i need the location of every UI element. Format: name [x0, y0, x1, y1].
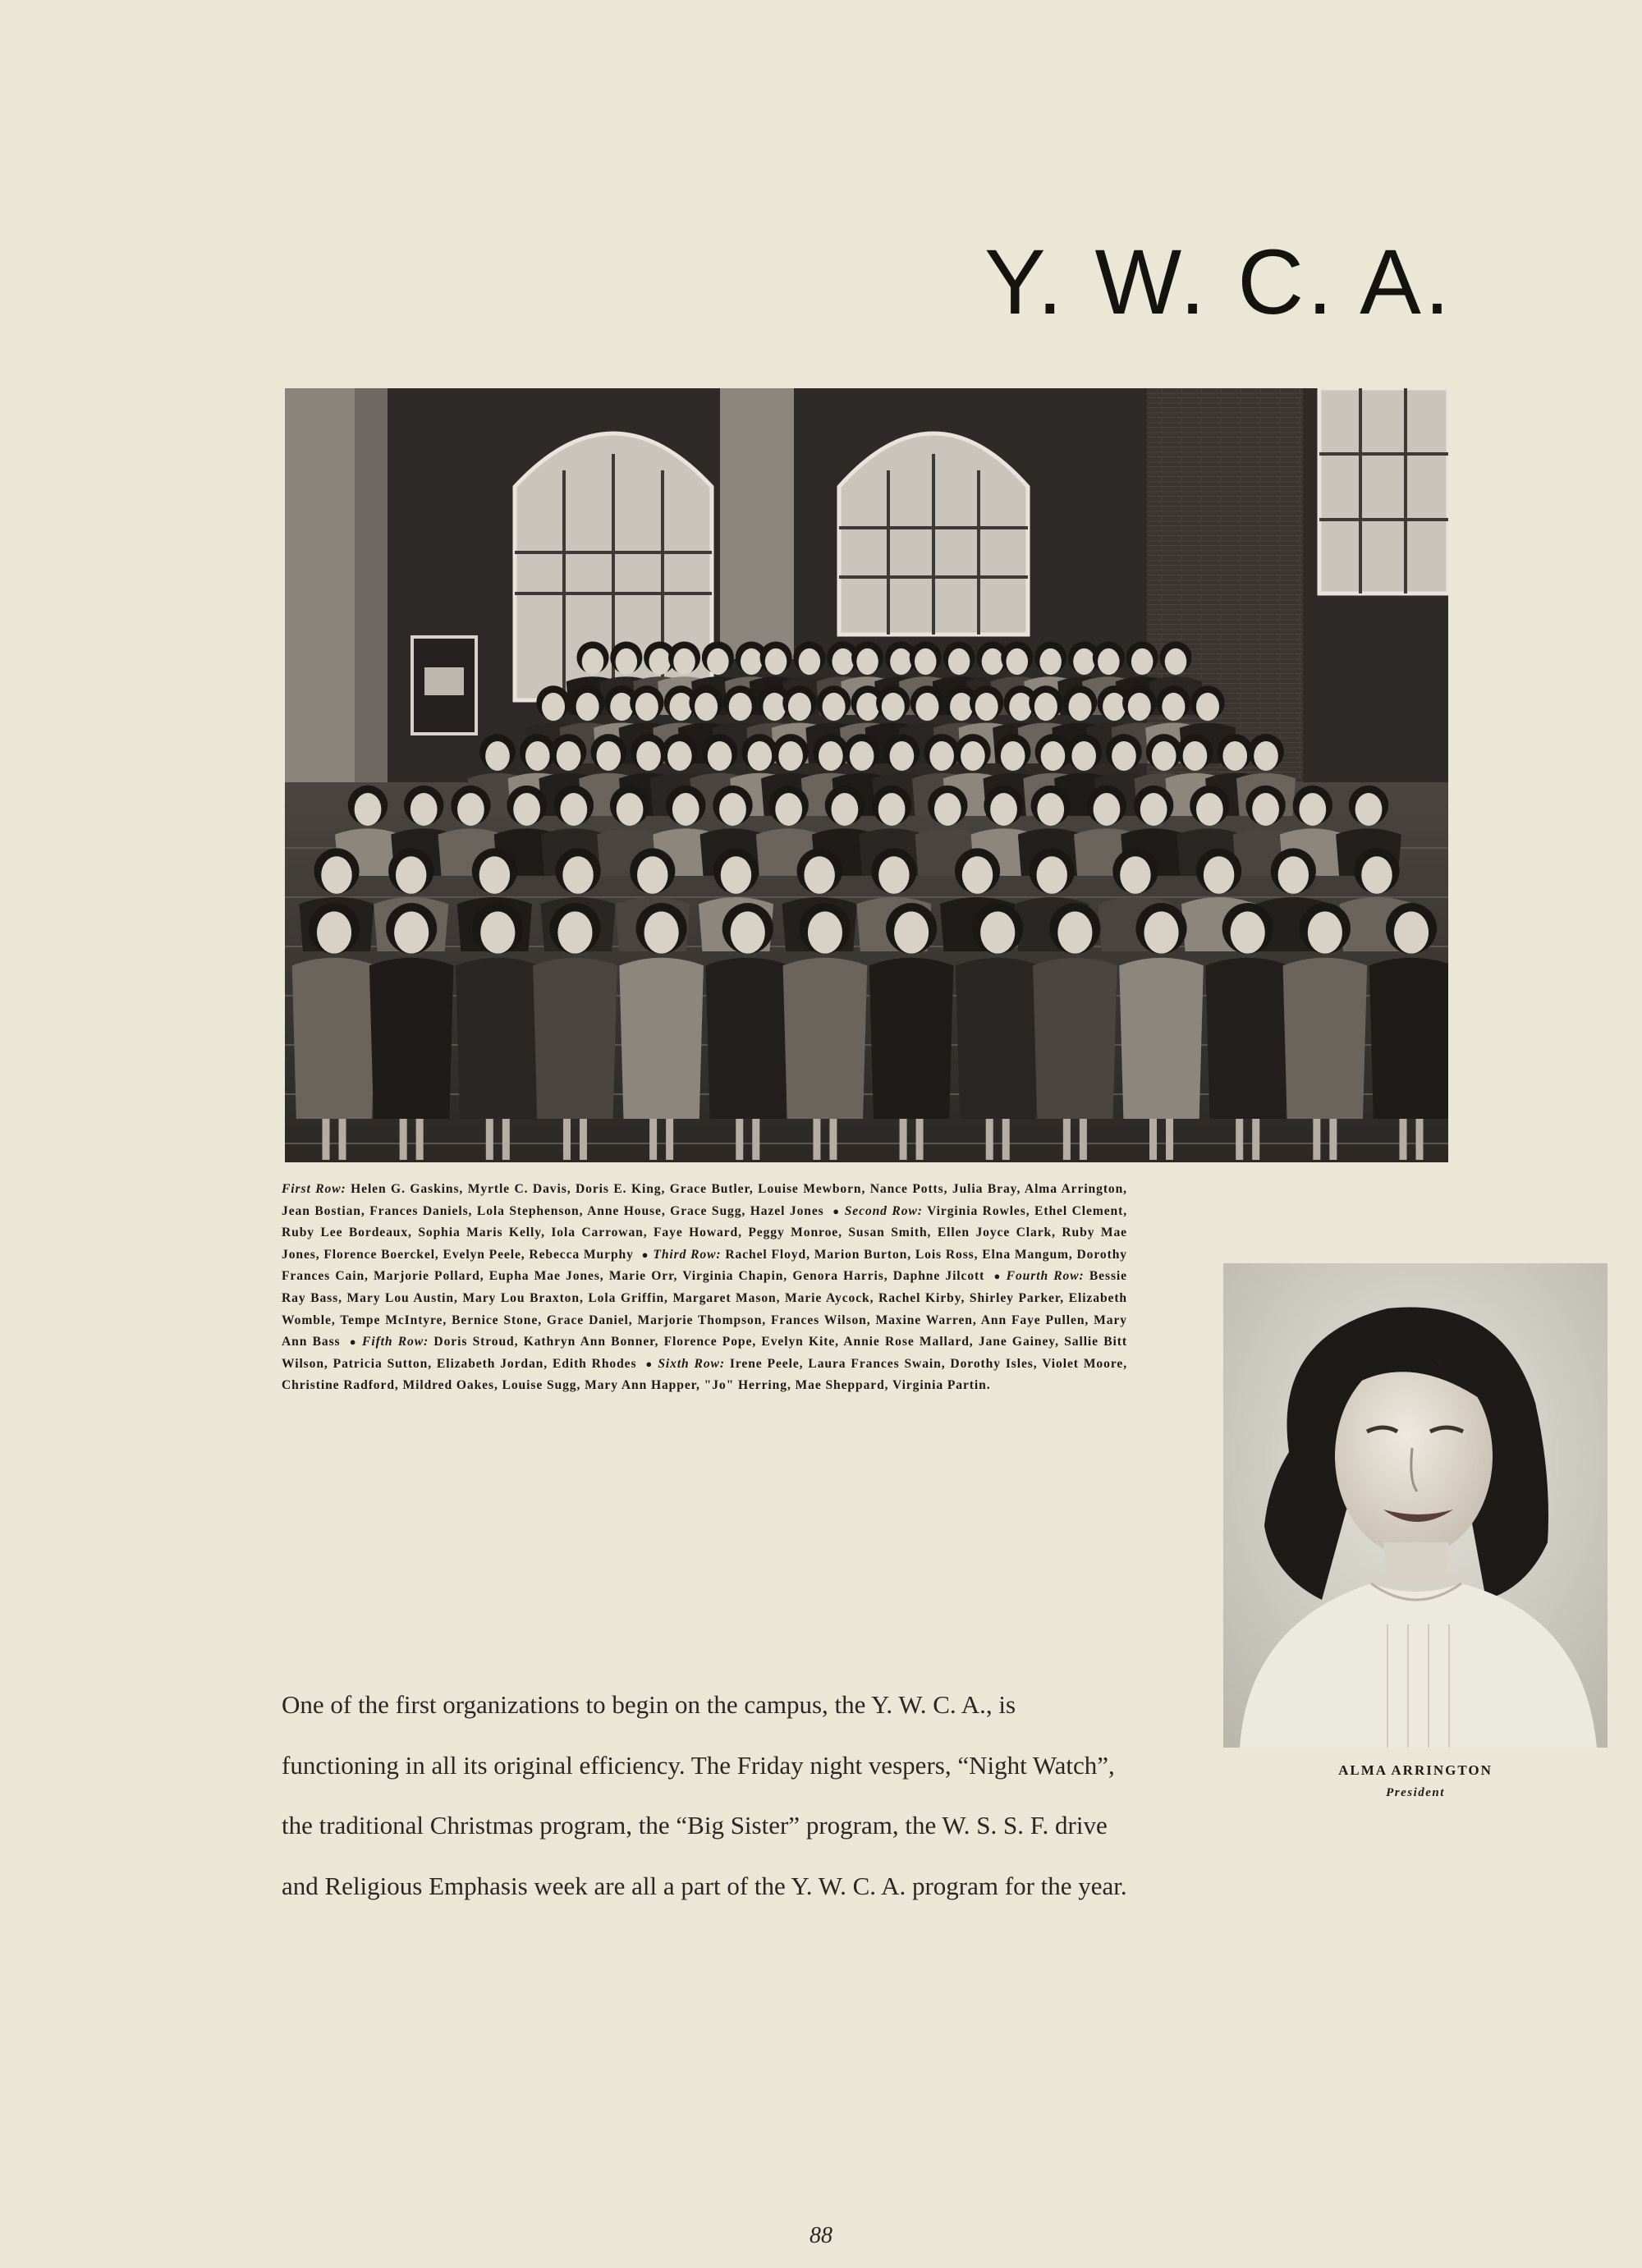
- page-number: 88: [810, 2223, 832, 2248]
- president-portrait: [1223, 1263, 1608, 1748]
- president-portrait-illustration: [1223, 1263, 1608, 1748]
- caption-row-names: Helen G. Gaskins, Myrtle C. Davis, Doris E. King, Grace Butler, Louise Mewborn, Nance Potts, Julia Bray, Alma Arrington, Jean Bostian, Frances Daniels, Lola Stephenson, Anne House, Grace Sugg, Hazel Jones: [282, 1182, 1127, 1218]
- caption-row-label: Second Row:: [844, 1203, 923, 1218]
- caption-row-names: Rachel Floyd, Marion Burton, Lois Ross, Elna Mangum, Dorothy Frances Cain, Marjorie Pollard, Eupha Mae Jones, Marie Orr, Virginia Chapin, Genora Harris, Daphne Jilcott: [282, 1247, 1127, 1284]
- group-photo-illustration: [285, 388, 1448, 1162]
- caption-row-names: Bessie Ray Bass, Mary Lou Austin, Mary Lou Braxton, Lola Griffin, Margaret Mason, Marie Aycock, Rachel Kirby, Shirley Parker, Elizabeth Womble, Tempe McIntyre, Bernice Stone, Grace Daniel, Marjorie Thompson, Frances Wilson, Maxine Warren, Ann Faye Pullen, Mary Ann Bass: [282, 1269, 1127, 1349]
- portrait-role: President: [1386, 1786, 1445, 1799]
- caption-row-label: Sixth Row:: [658, 1356, 725, 1371]
- caption-row-label: Fifth Row:: [362, 1335, 429, 1349]
- body-text: [282, 1675, 1127, 1916]
- caption-bullet: ●: [832, 1204, 841, 1217]
- caption-row-names: Irene Peele, Laura Frances Swain, Dorothy Isles, Violet Moore, Christine Radford, Mildred Oakes, Louise Sugg, Mary Ann Happer, "Jo" Herring, Mae Sheppard, Virginia Partin.: [282, 1356, 1127, 1393]
- caption-bullet: ●: [349, 1336, 359, 1349]
- group-photo-caption: [282, 1179, 1127, 1397]
- group-photo: [285, 388, 1448, 1162]
- page-title: Y. W. C. A.: [984, 231, 1453, 333]
- caption-bullet: ●: [645, 1357, 654, 1370]
- body-paragraph: One of the first organizations to begin on the campus, the Y. W. C. A., is functioning in all its original efficiency. The Friday night vespers, “Night Watch”, the traditional Christmas program, the “Big Sister” program, the W. S. S. F. drive and Religious Emphasis week are all a part of the Y. W. C. A. program for the year.: [282, 1690, 1127, 1900]
- portrait-name: ALMA ARRINGTON: [1338, 1762, 1493, 1778]
- caption-bullet: ●: [641, 1248, 649, 1261]
- caption-row-label: First Row:: [282, 1182, 346, 1196]
- caption-row-label: Third Row:: [653, 1247, 722, 1262]
- caption-row-names: Doris Stroud, Kathryn Ann Bonner, Florence Pope, Evelyn Kite, Annie Rose Mallard, Jane Gainey, Sallie Bitt Wilson, Patricia Sutton, Elizabeth Jordan, Edith Rhodes: [282, 1335, 1127, 1371]
- caption-row-names: Virginia Rowles, Ethel Clement, Ruby Lee Bordeaux, Sophia Maris Kelly, Iola Carrowan, Faye Howard, Peggy Monroe, Susan Smith, Ellen Joyce Clark, Ruby Mae Jones, Florence Boerckel, Evelyn Peele, Rebecca Murphy: [282, 1203, 1127, 1262]
- caption-row-label: Fourth Row:: [1006, 1269, 1085, 1284]
- caption-bullet: ●: [993, 1270, 1002, 1283]
